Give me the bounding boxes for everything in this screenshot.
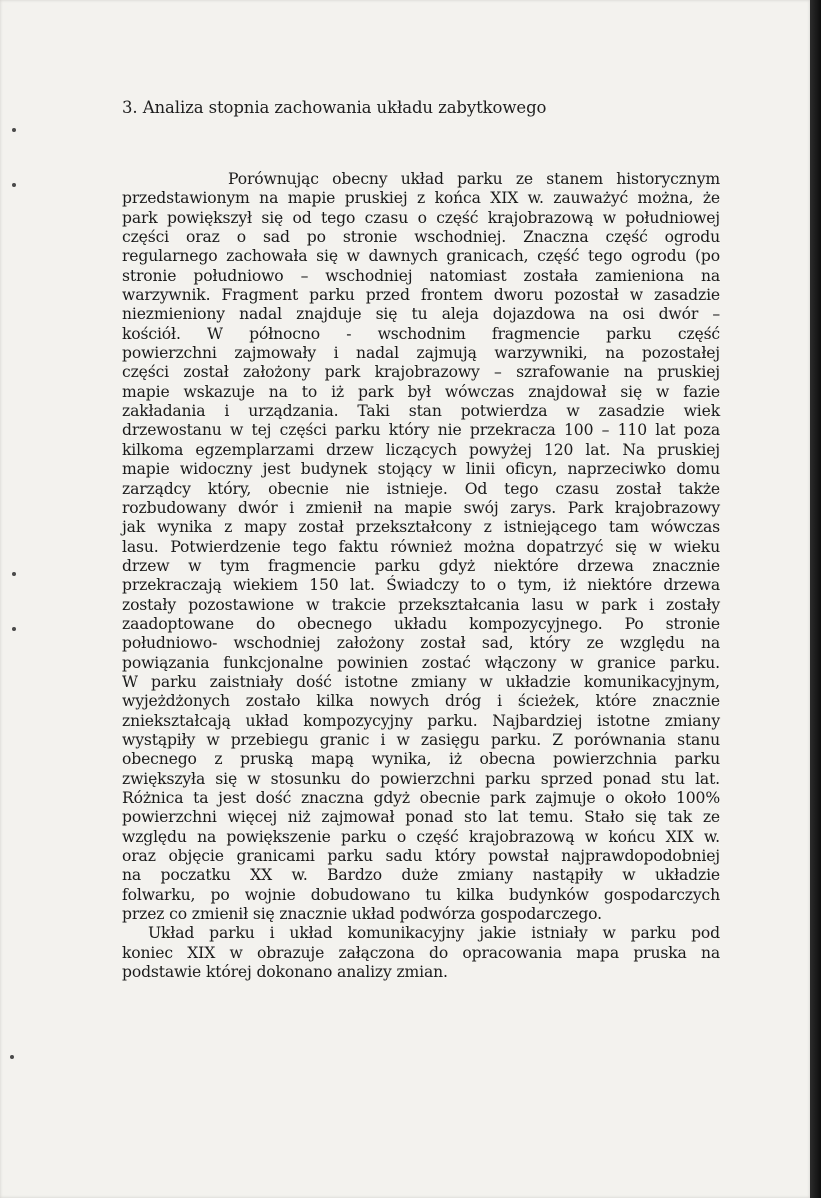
text-line: przez co zmienił się znacznie układ podwórza gospodarczego. bbox=[122, 905, 602, 924]
text-line: mapie wskazuje na to iż park był wówczas znajdował się w fazie bbox=[122, 382, 720, 401]
text-line: przekraczają wiekiem 150 lat. Świadczy to o tym, iż niektóre drzewa bbox=[122, 576, 720, 595]
text-line: zaadoptowane do obecnego układu kompozycyjnego. Po stronie bbox=[122, 614, 720, 633]
scan-speck bbox=[12, 627, 16, 631]
scan-speck bbox=[12, 128, 16, 132]
text-line: przedstawionym na mapie pruskiej z końca XIX w. zauważyć można, że bbox=[122, 189, 720, 208]
text-line: względu na powiększenie parku o część krajobrazową w końcu XIX w. bbox=[122, 827, 720, 846]
text-line: podstawie której dokonano analizy zmian. bbox=[122, 963, 448, 982]
text-line: zakładania i urządzania. Taki stan potwierdza w zasadzie wiek bbox=[122, 402, 720, 421]
text-line: mapie widoczny jest budynek stojący w linii oficyn, naprzeciwko domu bbox=[122, 460, 720, 479]
text-line: południowo- wschodniej założony został sad, który ze względu na bbox=[122, 634, 720, 653]
text-line: wystąpiły w przebiegu granic i w zasięgu parku. Z porównania stanu bbox=[122, 730, 720, 749]
text-line: folwarku, po wojnie dobudowano tu kilka budynków gospodarczych bbox=[122, 885, 720, 904]
text-line: powiązania funkcjonalne powinien zostać włączony w granice parku. bbox=[122, 653, 720, 672]
text-line: zostały pozostawione w trakcie przekształcania lasu w park i zostały bbox=[122, 595, 720, 614]
section-heading: 3. Analiza stopnia zachowania układu zabytkowego bbox=[122, 98, 547, 117]
text-line: Układ parku i układ komunikacyjny jakie istniały w parku pod bbox=[148, 924, 720, 943]
text-line: części został założony park krajobrazowy – szrafowanie na pruskiej bbox=[122, 363, 720, 382]
text-line: rozbudowany dwór i zmienił na mapie swój zarys. Park krajobrazowy bbox=[122, 498, 720, 517]
text-line: regularnego zachowała się w dawnych granicach, część tego ogrodu (po bbox=[122, 247, 720, 266]
text-line: drzew w tym fragmencie parku gdyż niektóre drzewa znacznie bbox=[122, 556, 720, 575]
text-line: części oraz o sad po stronie wschodniej. Znaczna część ogrodu bbox=[122, 228, 720, 247]
text-line: drzewostanu w tej części parku który nie przekracza 100 – 110 lat poza bbox=[122, 421, 720, 440]
text-line: stronie południowo – wschodniej natomiast została zamieniona na bbox=[122, 266, 720, 285]
text-line: obecnego z pruską mapą wynika, iż obecna powierzchnia parku bbox=[122, 750, 720, 769]
scan-speck bbox=[12, 183, 16, 187]
scan-speck bbox=[10, 1055, 14, 1059]
text-line: warzywnik. Fragment parku przed frontem dworu pozostał w zasadzie bbox=[122, 286, 720, 305]
text-line: W parku zaistniały dość istotne zmiany w układzie komunikacyjnym, bbox=[122, 672, 720, 691]
paragraph-1 bbox=[122, 170, 720, 924]
text-line: koniec XIX w obrazuje załączona do opracowania mapa pruska na bbox=[122, 943, 720, 962]
text-line: wyjeżdżonych zostało kilka nowych dróg i ścieżek, które znacznie bbox=[122, 692, 720, 711]
text-line: lasu. Potwierdzenie tego faktu również można dopatrzyć się w wieku bbox=[122, 537, 720, 556]
text-line: zarządcy który, obecnie nie istnieje. Od tego czasu został także bbox=[122, 479, 720, 498]
text-line: zwiększyła się w stosunku do powierzchni parku sprzed ponad stu lat. bbox=[122, 769, 720, 788]
text-line: oraz objęcie granicami parku sadu który powstał najprawdopodobniej bbox=[122, 847, 720, 866]
text-line: jak wynika z mapy został przekształcony z istniejącego tam wówczas bbox=[122, 518, 720, 537]
text-line: niezmieniony nadal znajduje się tu aleja dojazdowa na osi dwór – bbox=[122, 305, 720, 324]
text-line: Porównując obecny układ parku ze stanem historycznym bbox=[228, 170, 720, 188]
text-line: na poczatku XX w. Bardzo duże zmiany nastąpiły w układzie bbox=[122, 866, 720, 885]
scan-speck bbox=[12, 572, 16, 576]
scan-edge bbox=[810, 0, 821, 1198]
text-line: kościół. W północno - wschodnim fragmencie parku część bbox=[122, 324, 720, 343]
body-text bbox=[122, 170, 720, 982]
paragraph-2 bbox=[122, 924, 720, 982]
text-line: zniekształcają układ kompozycyjny parku. Najbardziej istotne zmiany bbox=[122, 711, 720, 730]
text-line: kilkoma egzemplarzami drzew liczących powyżej 120 lat. Na pruskiej bbox=[122, 440, 720, 459]
text-line: powierzchni zajmowały i nadal zajmują warzywniki, na pozostałej bbox=[122, 344, 720, 363]
text-line: powierzchni więcej niż zajmował ponad sto lat temu. Stało się tak ze bbox=[122, 808, 720, 827]
text-line: park powiększył się od tego czasu o część krajobrazową w południowej bbox=[122, 208, 720, 227]
text-line: Różnica ta jest dość znaczna gdyż obecnie park zajmuje o około 100% bbox=[122, 789, 720, 807]
